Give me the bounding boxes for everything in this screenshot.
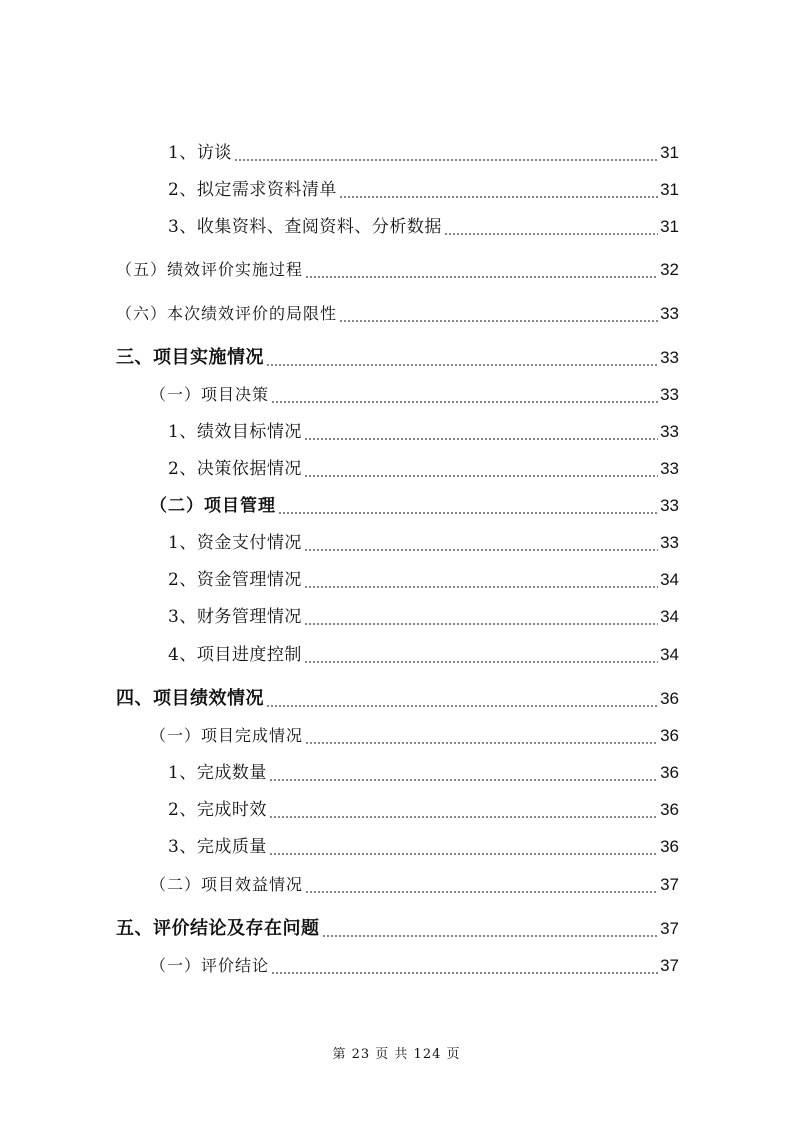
- page-footer: 第 23 页 共 124 页: [332, 1047, 461, 1062]
- toc-entry-page: 33: [660, 348, 679, 367]
- toc-entry-page: 31: [660, 217, 679, 236]
- toc-leader-dots: [305, 872, 658, 898]
- toc-entry-page: 34: [660, 607, 679, 626]
- toc-entry[interactable]: [150, 382, 679, 408]
- toc-entry-page: 33: [660, 533, 679, 552]
- toc-entry-page: 33: [660, 459, 679, 478]
- toc-entry[interactable]: [168, 177, 679, 203]
- toc-leader-dots: [266, 686, 658, 712]
- toc-entry-page: 36: [660, 689, 679, 708]
- toc-leader-dots: [269, 834, 658, 860]
- toc-entry-label: 3、财务管理情况: [168, 607, 302, 627]
- toc-entry[interactable]: [116, 916, 679, 942]
- toc-leader-dots: [339, 301, 658, 327]
- toc-leader-dots: [269, 760, 658, 786]
- toc-entry[interactable]: [168, 140, 679, 166]
- toc-leader-dots: [269, 797, 658, 823]
- toc-leader-dots: [444, 214, 658, 240]
- toc-leader-dots: [234, 140, 658, 166]
- toc-entry[interactable]: [168, 760, 679, 786]
- toc-entry[interactable]: [116, 345, 679, 371]
- toc-entry[interactable]: [168, 834, 679, 860]
- toc-entry-label: 2、完成时效: [168, 800, 267, 820]
- toc-entry[interactable]: [150, 872, 679, 898]
- toc-entry[interactable]: [116, 257, 679, 283]
- toc-entry-label: （一）项目决策: [150, 385, 270, 404]
- toc-entry-label: 2、拟定需求资料清单: [168, 180, 337, 200]
- toc-entry-label: 1、绩效目标情况: [168, 422, 302, 442]
- toc-entry-label: 3、完成质量: [168, 837, 267, 857]
- toc-entry[interactable]: [168, 530, 679, 556]
- toc-entry-label: （一）项目完成情况: [150, 726, 304, 745]
- toc-leader-dots: [271, 953, 658, 979]
- toc-entry[interactable]: [116, 301, 679, 327]
- toc-entry-page: 31: [660, 143, 679, 162]
- toc-entry-page: 36: [660, 763, 679, 782]
- toc-leader-dots: [304, 456, 658, 482]
- toc-entry-page: 33: [660, 304, 679, 323]
- toc-entry-label: （一）评价结论: [150, 956, 270, 975]
- toc-leader-dots: [304, 604, 658, 630]
- toc-entry-label: （二）项目效益情况: [150, 875, 304, 894]
- toc-entry[interactable]: [168, 567, 679, 593]
- toc-entry[interactable]: [168, 419, 679, 445]
- toc-entry-page: 31: [660, 180, 679, 199]
- toc-entry-label: 三、项目实施情况: [116, 347, 264, 368]
- toc-entry[interactable]: [116, 686, 679, 712]
- toc-entry-page: 36: [660, 726, 679, 745]
- toc-entry-label: 1、资金支付情况: [168, 533, 302, 553]
- toc-entry[interactable]: [150, 493, 679, 519]
- toc-leader-dots: [271, 382, 658, 408]
- toc-leader-dots: [304, 530, 658, 556]
- toc-entry[interactable]: [150, 953, 679, 979]
- toc-entry-page: 37: [660, 875, 679, 894]
- toc-entry[interactable]: [168, 642, 679, 668]
- toc-entry-label: 五、评价结论及存在问题: [116, 918, 320, 939]
- toc-entry-label: 4、项目进度控制: [168, 645, 302, 665]
- toc-entry-page: 33: [660, 385, 679, 404]
- toc-entry-page: 36: [660, 800, 679, 819]
- toc-entry-label: （二）项目管理: [150, 496, 276, 516]
- toc-entry-page: 33: [660, 422, 679, 441]
- toc-entry[interactable]: [150, 723, 679, 749]
- toc-leader-dots: [304, 419, 658, 445]
- toc-entry-page: 37: [660, 956, 679, 975]
- toc-entry-page: 36: [660, 837, 679, 856]
- toc-leader-dots: [305, 723, 658, 749]
- toc-leader-dots: [305, 257, 658, 283]
- toc-leader-dots: [278, 493, 658, 519]
- toc-entry-page: 37: [660, 919, 679, 938]
- toc-entry-page: 33: [660, 496, 679, 515]
- toc-entry-page: 32: [660, 260, 679, 279]
- toc-leader-dots: [266, 345, 658, 371]
- toc-entry[interactable]: [168, 214, 679, 240]
- toc-leader-dots: [304, 642, 658, 668]
- toc-entry[interactable]: [168, 456, 679, 482]
- toc-entry[interactable]: [168, 604, 679, 630]
- toc-entry-label: （五）绩效评价实施过程: [116, 260, 304, 279]
- toc-leader-dots: [304, 567, 658, 593]
- toc-leader-dots: [339, 177, 658, 203]
- toc-entry-label: 四、项目绩效情况: [116, 688, 264, 709]
- toc-entry-label: 1、访谈: [168, 143, 232, 163]
- toc-entry-label: 3、收集资料、查阅资料、分析数据: [168, 217, 442, 237]
- toc-entry-page: 34: [660, 570, 679, 589]
- toc-entry-label: 2、资金管理情况: [168, 570, 302, 590]
- toc-entry-label: 2、决策依据情况: [168, 459, 302, 479]
- toc-entry-label: 1、完成数量: [168, 763, 267, 783]
- toc-entry-page: 34: [660, 645, 679, 664]
- toc-leader-dots: [322, 916, 659, 942]
- toc-entry[interactable]: [168, 797, 679, 823]
- toc-entry-label: （六）本次绩效评价的局限性: [116, 304, 338, 323]
